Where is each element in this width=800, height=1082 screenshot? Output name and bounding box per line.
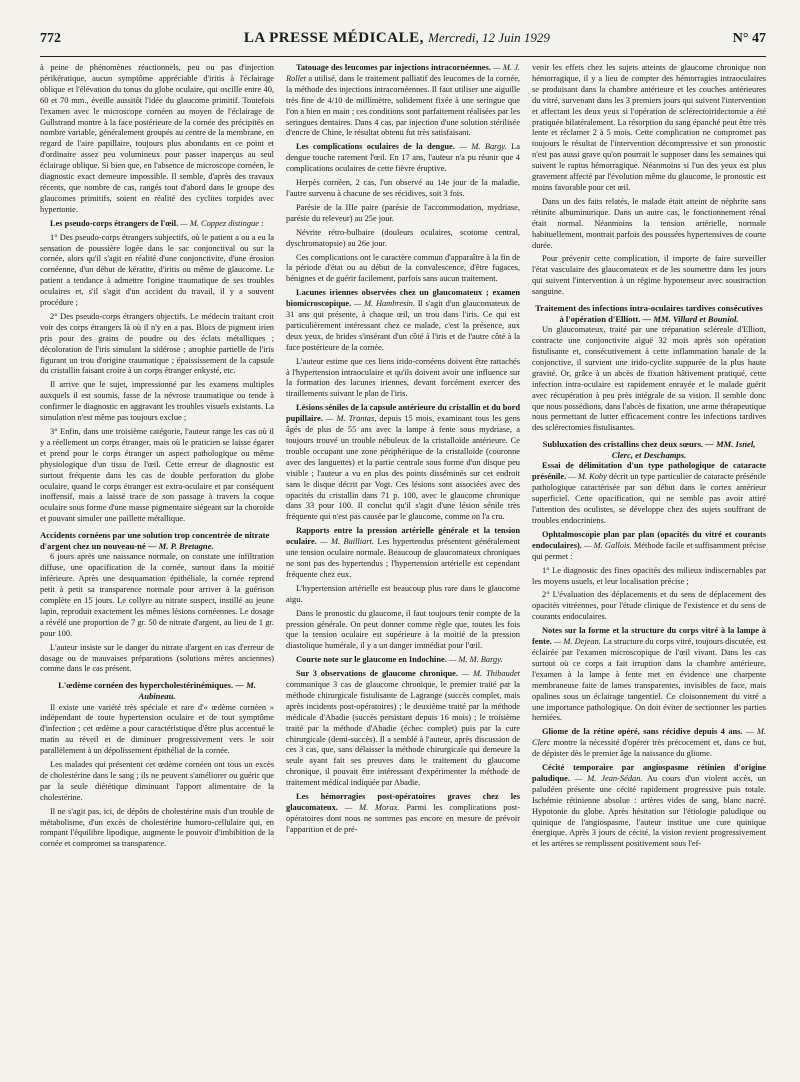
paragraph: Il arrive que le sujet, impressionné par les examens multiples auxquels il est soumis, fasse de la névrose traumatique ou tende à confirmer le diagnostic en aggravant les troubles visuels existants. La simulation n'est même pas toujours exclue ; (40, 380, 274, 423)
paragraph: Les malades qui présentent cet œdème cornéen ont tous un excès de cholestérine dans le sang ; ils ne peuvent s'améliorer ou guérir que par la seule diététique diminuant l'apport alimentaire de la cholestérine. (40, 760, 274, 802)
section-title: Les pseudo-corps étrangers de l'œil. (50, 218, 179, 228)
paragraph: Herpès cornéen, 2 cas, l'un observé au 14e jour de la maladie, l'autre survenu à chacune de ses récidives, soit 3 fois. (286, 178, 520, 198)
paragraph: depuis 15 mois, examinant tous les gens âgés de plus de 55 ans avec la lampe à fente sous mydriase, a toujours trouvé un trouble nébuleux de la cristalloïde antérieure. Ce trouble occupant une zone périphérique de la cristalloïde (couronne avec des languettes) et la partie centrale sous forme d'un disque peu visible ; l'auteur a vu en plus des points disséminés sur cet endroit sans le disque décrit par Vogt. Ces lésions sont associées avec des opacités du cristallin dans 71 p. 100, avec le glaucome chronique dans 33 pour 100. Il conclut qu'il s'agit d'une lésion sénile très fréquente qui n'est pas causée par le glaucome, comme on l'a cru. (286, 414, 520, 522)
section-thibaudet (286, 669, 520, 789)
section-indochine (286, 655, 520, 666)
journal-title: LA PRESSE MÉDICALE, (243, 30, 424, 46)
paragraph: décrit un type particulier de cataracte présénile pathologique caractérisée par son début dans le cortex antérieur superficiel. Cette opacification, qui ne semble pas avoir attiré l'attention des oculistes, se développe chez des sujets souffrant de troubles endocriniens. (532, 472, 766, 525)
paragraph: Il s'agit d'un glaucomateux de 31 ans qui présente, à chaque œil, un trou dans l'iris. Ce qui est particulièrement intéressant chez ce malade, c'est la présence, aux deux yeux, de brides s'insérant d'un côté à l'iris et de l'autre côté à la face postérieure de la cornée. (286, 299, 520, 352)
section-clerc (532, 727, 766, 760)
paragraph: 1° Des pseudo-corps étrangers subjectifs, où le patient a ou a eu la sensation de poussière logée dans le sac conjonctival ou sur la cornée, alors qu'il s'agit en réalité d'une conjonctivite, d'une érosion cornéenne, d'un début de kératite, d'iritis ou même de glaucome. Le patient a tendance à admettre l'origine traumatique de ses troubles oculaires et, s'il s'agit d'un accident du travail, il y a souvent procédure ; (40, 232, 274, 308)
section-author: — M. Morax. (344, 803, 400, 812)
paragraph: Ces complications ont le caractère commun d'apparaître à la fin de la période d'état ou au début de la convalescence, d'être fugaces, bénignes et de guérir facilement, parfois sans aucun traitement. (286, 252, 520, 284)
paragraph: Dans le pronostic du glaucome, il faut toujours tenir compte de la pression générale. On peut donner comme règle que, toutes les fois que la tension oculaire est supérieure à la moitié de la pression diastolique humérale, il y a un danger immédiat pour l'œil. (286, 608, 520, 651)
section-title: Lésions séniles de la capsule antérieure du cristallin et du bord pupillaire. (286, 403, 520, 424)
page-number: 772 (40, 31, 61, 46)
section-author: — M. Clerc (532, 727, 766, 748)
paragraph: Méthode facile et suffisamment précise qui permet : (532, 540, 766, 561)
section-bargy (286, 142, 520, 175)
section-title: Les complications oculaires de la dengue. (296, 142, 455, 152)
section-author: — M. Gallois. (584, 540, 632, 550)
section-jean-sedan (532, 763, 766, 850)
section-heading (40, 680, 274, 701)
paragraph: à peine de phénomènes réactionnels, peu ou pas d'injection périkératique, aucun symptôme appréciable d'iritis à l'éclairage oblique et l'élévation du tonus du globe oculaire, qui oscille entre 40, 60 et 70 mm., éveille aussitôt l'idée du glaucome primitif. Toutefois l'examen avec le microscope cornéen au moyen de l'éclairage de Gullstrand montre à la face postérieure de la cornée des précipités en nombre variable, généralement groupés au centre de la membrane, en regard de l'aire papillaire, toujours plus abondants en ce point et d'ordinaire assez peu volumineux pour passer inaperçus au seul éclairage oblique. Si bien que, en l'absence de microscope cornéen, le diagnostic exact demeure impossible. Il semble, d'après des travaux récents, que nombre de cas, rangés tout d'abord dans le groupe des glaucomes primitifs, soient en réalité des cyclites torpides avec hypertonie. (40, 63, 274, 214)
column-3 (532, 63, 766, 1073)
issue-number: N° 47 (732, 31, 766, 46)
section-author: — M. Bailliart. (320, 537, 374, 547)
section-title: Tatouage des leucomes par injections intracornéennes. (296, 63, 491, 72)
paragraph: communique 3 cas de glaucome chronique, le premier traité par la méthode chirurgicale fistulisante de Lagrange (succès complet, mais après incidents post-opératoires) ; le deuxième traité par la méthode médicale d'Abadie (succès persistant depuis 16 mois) ; le troisième traité par la méthode d'Abadie (échec complet) puis par la cure chirurgicale (demi-succès). Il a semblé à l'auteur, après discussion de ces 3 cas, que, sans délaisser la méthode chirurgicale qui demeure la seule ayant fait ses preuves dans le traitement du glaucome chronique, il pouvait être intéressant d'expérimenter la méthode de traitement médical indiquée par Abadie. (286, 680, 520, 788)
paragraph: montre la nécessité d'opérer très précocement et, dans ce but, de dépister dès le premier âge la naissance du gliome. (532, 738, 766, 759)
section-bailliart (286, 526, 520, 581)
paragraph: L'auteur insiste sur le danger du nitrate d'argent en cas d'erreur de dosage ou de mauvaises préparations (solutions mères anciennes) comme dans le cas présent. (40, 642, 274, 674)
section-author: — M. Coppez distingue : (180, 218, 264, 228)
section-title: Accidents cornéens par une solution trop concentrée de nitrate d'argent chez un nouveau-né (40, 530, 270, 551)
paragraph: Il existe une variété très spéciale et rare d'« œdème cornéen » indépendant de toute hypertension oculaire et de tout symptôme d'infection ; cet œdème a pour caractéristique d'être plus accentué le matin au réveil et de diminuer progressivement vers le soir parallèlement à un dépolissement épithélial de la cornée. (40, 702, 274, 756)
section-author: — M. P. Bretagne. (147, 540, 214, 551)
section-title: Traitement des infections intra-oculaires tardives consécutives à l'opération d'Elliott. (535, 303, 763, 324)
section-title: Subluxation des cristallins chez deux sœurs. (542, 439, 704, 450)
section-heading (40, 530, 274, 551)
section-title: Gliome de la rétine opéré, sans récidive depuis 4 ans. (542, 727, 743, 737)
paragraph: Névrite rétro-bulbaire (douleurs oculaires, scotome central, dyschromatopsie) au 26e jour. (286, 227, 520, 248)
paragraph: L'hypertension artérielle est beaucoup plus rare dans le glaucome aigu. (286, 583, 520, 604)
paragraph: L'auteur estime que ces liens irido-cornéens doivent être rattachés à l'hypertension intraoculaire et qu'ils doivent avoir une influence sur la formation des lacunes iriennes, devant forcément exercer des tiraillements suivant le plan de l'iris. (286, 356, 520, 399)
paragraph: 3° Enfin, dans une troisième catégorie, l'auteur range les cas où il y a réellement un corps étranger, mais où le praticien se laisse égarer et prend pour le corps étranger un aspect pathologique ou même physiologique d'un tissu de l'œil. Cette erreur de diagnostic est surtout fréquente dans les cas de double perforation du globe oculaire, quand le corps étranger est extra-oculaire et par conséquent inoffensif, mais a laissé trace de son passage à travers la coque oculaire sous forme d'une masse pigmentaire siégeant sur la choroïde et pouvant simuler une paillette métallique. (40, 427, 274, 524)
section-dejean (532, 626, 766, 724)
section-morax (286, 792, 520, 836)
section-title: L'œdème cornéen des hypercholestérinémiques. (58, 680, 234, 691)
section-trantas (286, 403, 520, 523)
section-author: — M. Trantas, (325, 414, 377, 424)
section-author: — M. J. Rollet (286, 63, 520, 83)
paragraph: Il ne s'agit pas, ici, de dépôts de cholestérine mais d'un trouble de métabolisme, d'un excès de cholestérine humoro-cellulaire qui, en rompant l'équilibre lipodique, augmente le pouvoir d'imbibition de la cornée et compromet sa transparence. (40, 806, 274, 849)
section-coppez (40, 219, 274, 230)
section-title: Courte note sur le glaucome en Indochine. (296, 655, 447, 665)
paragraph: 6 jours après une naissance normale, on constate une infiltration diffuse, une opacification de la cornée, surtout dans la moitié inférieure. Après une desquamation épithéliale, la cornée reprend petit à petit sa transparence normale pour arriver à la guérison complète en 15 jours. Le collyre au nitrate suspect, instillé au jeune lapin, reproduit exactement les mêmes lésions cornéennes. Le dosage a révélé une proportion de 7 gr. 50 de nitrate d'argent, au lieu de 1 gr. pour 100. (40, 552, 274, 638)
paragraph: venir les effets chez les sujets atteints de glaucome chronique non hémorragique, il y a lieu de compter des hémorragies intraoculaires se produisant dans la chambre antérieure et les couches antérieures du vitré, survenant dans les 3 premiers jours qui suivent l'intervention et affectant les deux yeux si l'opération de sclérectoiridectomie a été pratiquée bilatéralement. La résorption du sang épanché peut être très lente et réclamer 2 à 5 mois. Cette complication ne compromet pas toujours le résultat de l'intervention décompressive et son pronostic n'est pas aussi grave qu'on pourrait le supposer dans les semaines qui suivent le raptus hémorragique. Néanmoins si l'un des yeux est plus gravement affecté par l'évolution même du glaucome, le pronostic est moins favorable pour cet œil. (532, 63, 766, 192)
section-author: — M. M. Bargy. (448, 655, 503, 665)
section-title: Notes sur la forme et la structure du corps vitré à la lampe à fente. (532, 626, 766, 647)
paragraph: Un glaucomateux, traité par une trépanation scléreale d'Elliott, contracte une conjonctivite aiguë 32 mois après son opération fistulisante et, consécutivement à cette inflammation banale de la conjonctive, il survient une irido-cyclite suppurée de la plus haute gravité. Or, grâce à un abcès de fixation hâtivement pratiqué, cette infection intra-oculaire est rapidement enrayée et le malade guérit avec récupération à peu près intégrale de sa vision. Il semble donc que nous possédions, dans l'abcès de fixation, une arme thérapeutique nous permettant de lutter efficacement contre les infections tardives des sclérectomies fistulisantes. (532, 325, 766, 433)
section-author: — M. Bargy. (459, 142, 507, 152)
paragraph: Pour prévenir cette complication, il importe de faire surveiller l'état vasculaire des glaucomateux et de les soumettre dans les jours qui suivent l'intervention à un régime hypotenseur avec soustraction sanguine. (532, 254, 766, 297)
section-author: — M. Hambresin. (353, 299, 415, 309)
column-2 (286, 63, 520, 1073)
section-title: Sur 3 observations de glaucome chronique. (296, 669, 458, 679)
section-author: — M. Jean-Sédan. (574, 773, 643, 783)
text-columns (40, 63, 766, 1073)
section-rollet (286, 63, 520, 139)
journal-masthead (244, 30, 550, 47)
section-title: Ophtalmoscopie plan par plan (opacités du vitré et courants endoculaires). (532, 529, 766, 550)
section-koby (532, 461, 766, 526)
section-title: Lacunes iriennes observées chez un glaucomateux ; examen biomicroscopique. (286, 288, 520, 309)
column-1 (40, 63, 274, 1073)
paragraph: Parésie de la IIIe paire (parésie de l'accommodation, mydriase, parésie du releveur) au 25e jour. (286, 202, 520, 223)
section-author: — M. Thibaudet (461, 669, 520, 679)
section-author: — MM. Villard et Bouniol. (642, 313, 739, 324)
section-author: — MM. Isnel, Clerc, et Deschamps. (611, 439, 756, 460)
paragraph: Au cours d'un violent accès, un paludéen présente une cécité rapidement progressive puis totale. Ischémie rétinienne absolue : artères vides de sang, blanc nacré. Hypotonie du globe. Après hésitation sur l'étiologie paludique ou quinique de l'angiospasme, l'auteur institue une cure quinique énergique. Après 3 jours de cécité, la vision revient progressivement et les artères se remplissent positivement sous l'ef- (532, 773, 766, 849)
page-header (40, 30, 766, 57)
section-gallois (532, 530, 766, 563)
section-title: Cécité temporaire par angiospasme rétinien d'origine paludique. (532, 763, 766, 783)
paragraph: Parmi les complications post-opératoires dont nous ne sommes pas encore en mesure de prévoir l'apparition et de pré- (286, 803, 520, 834)
paragraph: Dans un des faits relatés, le malade était atteint de néphrite sans rétinite albuminurique. Dans un autre cas, le fonctionnement rénal était normal. Néanmoins la tension artérielle, normale habituellement, montrait parfois des poussées hypertensives de courte durée. (532, 196, 766, 250)
section-hambresin (286, 288, 520, 353)
section-author: — M. Aubineau. (138, 680, 256, 701)
issue-date: Mercredi, 12 Juin 1929 (428, 30, 550, 45)
section-title: Essai de délimitation d'un type pathologique de cataracte présénile. (532, 461, 766, 482)
paragraph: a utilisé, dans le traitement palliatif des leucomes de la cornée, la méthode des injections intracornéennes. Il faut utiliser une aiguille très fine de 4/10 de millimètre, solidement fixée à une seringue que l'on a bien en main ; ces conditions sont parfaitement réalisées par les seringues dentaires. Dans 4 cas, par injection d'une solution stérilisée d'encre de Chine, le résultat obtenu fut très satisfaisant. (286, 73, 520, 138)
section-author: — M. Koby (568, 472, 607, 482)
paragraph: 2° L'évaluation des déplacements et du sens de déplacement des opacités vitréennes, pour l'étude clinique de l'existence et du sens de courants endoculaires. (532, 590, 766, 622)
paragraph: Les hypertendus présentent généralement une tension oculaire normale. Beaucoup de glaucomateux chroniques ne sont pas des hypertendus ; l'hypertension artérielle est cependant fréquente chez eux. (286, 537, 520, 579)
paragraph: 2° Des pseudo-corps étrangers objectifs. Le médecin traitant croit voir des corps étrangers là où il n'y en a pas. Blocs de pigment irien pris pour des grains de poudre ou des éclats métalliques ; décoloration de l'iris simulant la sidérose ; atrophie partielle de l'iris figurant un trou d'origine traumatique ; épaississement de la capsule du cristallin faisant croire à un corps étranger enkysté, etc. (40, 311, 274, 376)
section-title: Rapports entre la pression artérielle générale et la tension oculaire. (286, 526, 520, 547)
section-heading (532, 303, 766, 324)
section-author: — M. Dejean. (553, 637, 601, 647)
paragraph: La structure du corps vitré, toujours discutée, est éclairée par l'examen microscopique de l'œil vivant. Dans les cas surtout où ce corps a fait irruption dans la chambre antérieure, l'examen à la lampe à fente met en évidence une charpente membraneuse faite de lames transparentes, invisibles de face, mais opalines sous un éclairage tangentiel. Ce cloisonnement du vitré a une importance pathologique. On doit éviter de sectionner les parties herniées. (532, 637, 766, 723)
paragraph: 1° Le diagnostic des fines opacités des milieux indiscernables par les moyens usuels, et leur localisation précise ; (532, 565, 766, 586)
section-title: Les hémorragies post-opératoires graves chez les glaucomateux. (286, 792, 520, 812)
paragraph: La dengue touche rarement l'œil. En 17 ans, l'auteur n'a pu réunir que 4 complications oculaires de cette fièvre éruptive. (286, 142, 520, 174)
section-heading (532, 439, 766, 460)
